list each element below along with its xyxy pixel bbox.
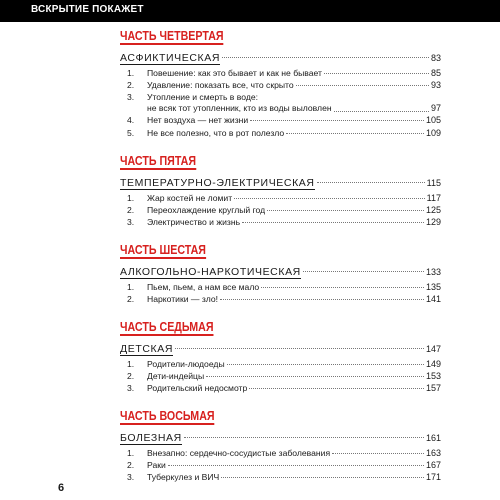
section-row[interactable] xyxy=(120,51,441,65)
dot-leader xyxy=(227,364,424,365)
chapter-title: Электричество и жизнь xyxy=(147,217,241,228)
chapter-item[interactable] xyxy=(120,448,441,459)
chapter-item[interactable] xyxy=(120,294,441,305)
dot-leader xyxy=(261,287,424,288)
dot-leader xyxy=(286,133,424,134)
section-title: БОЛЕЗНАЯ xyxy=(120,432,182,444)
chapter-title: Внезапно: сердечно-сосудистые заболевания xyxy=(147,448,331,458)
chapter-item[interactable] xyxy=(120,205,441,216)
page-ref: 115 xyxy=(426,178,441,188)
dot-leader xyxy=(303,271,424,272)
chapter-title: Туберкулез и ВИЧ xyxy=(147,472,220,483)
dot-leader xyxy=(220,299,424,300)
chapter-number: 2. xyxy=(127,460,135,471)
chapter-title: Пьем, пьем, а нам все мало xyxy=(147,282,260,292)
dot-leader xyxy=(221,477,424,478)
page-ref: 105 xyxy=(425,115,441,126)
page-ref: 141 xyxy=(425,294,441,305)
chapter-number: 4. xyxy=(127,115,135,126)
chapter-title: Раки xyxy=(147,460,166,471)
chapter-item[interactable] xyxy=(120,282,441,293)
chapter-list xyxy=(120,448,441,483)
chapter-item[interactable] xyxy=(120,115,441,126)
page-ref: 157 xyxy=(425,383,441,394)
section-title: АСФИКТИЧЕСКАЯ xyxy=(120,52,221,64)
chapter-number: 3. xyxy=(127,472,135,483)
chapter-item[interactable] xyxy=(120,193,441,204)
page-ref: 147 xyxy=(425,344,441,354)
page-ref: 109 xyxy=(425,127,441,138)
part-title: ЧАСТЬ СЕДЬМАЯ xyxy=(120,319,214,334)
dot-leader xyxy=(234,198,424,199)
section-title: АЛКОГОЛЬНО-НАРКОТИЧЕСКАЯ xyxy=(120,266,301,278)
page-number: 6 xyxy=(58,482,65,494)
page-ref: 83 xyxy=(430,53,441,63)
chapter-item[interactable] xyxy=(120,92,441,113)
dot-leader xyxy=(222,57,429,58)
chapter-number: 1. xyxy=(127,193,135,203)
chapter-number: 2. xyxy=(127,80,135,91)
part-seven xyxy=(120,318,441,396)
chapter-title: Наркотики — зло! xyxy=(147,294,218,305)
chapter-item[interactable] xyxy=(120,217,441,228)
part-four xyxy=(120,27,441,140)
part-six xyxy=(120,241,441,306)
section-title: ДЕТСКАЯ xyxy=(120,343,174,355)
dot-leader xyxy=(267,210,424,211)
part-eight xyxy=(120,407,441,485)
dot-leader xyxy=(334,111,429,112)
page-ref: 167 xyxy=(425,460,441,471)
chapter-number: 3. xyxy=(127,92,135,103)
dot-leader xyxy=(317,182,425,183)
dot-leader xyxy=(175,348,424,349)
chapter-list xyxy=(120,282,441,305)
chapter-title: Родительский недосмотр xyxy=(147,383,248,394)
chapter-item[interactable] xyxy=(120,80,441,91)
chapter-list xyxy=(120,193,441,228)
dot-leader xyxy=(249,388,424,389)
page-ref: 153 xyxy=(425,371,441,382)
dot-leader xyxy=(332,453,424,454)
part-title: ЧАСТЬ ШЕСТАЯ xyxy=(120,242,206,257)
chapter-number: 5. xyxy=(127,127,135,138)
dot-leader xyxy=(206,376,424,377)
dot-leader xyxy=(242,222,424,223)
page-ref: 161 xyxy=(425,433,441,443)
dot-leader xyxy=(324,73,429,74)
section-row[interactable] xyxy=(120,431,441,445)
page-ref: 163 xyxy=(425,448,441,458)
chapter-title: Не все полезно, что в рот полезло xyxy=(147,127,285,138)
section-row[interactable] xyxy=(120,265,441,279)
chapter-number: 3. xyxy=(127,217,135,228)
page-ref: 129 xyxy=(425,217,441,228)
section-row[interactable] xyxy=(120,342,441,356)
chapter-item[interactable] xyxy=(120,359,441,370)
chapter-title: Жар костей не ломит xyxy=(147,193,233,203)
part-title: ЧАСТЬ ПЯТАЯ xyxy=(120,153,197,168)
section-row[interactable] xyxy=(120,176,441,190)
chapter-number: 1. xyxy=(127,68,135,78)
page-ref: 93 xyxy=(430,80,441,91)
page-ref: 171 xyxy=(425,472,441,483)
chapter-item[interactable] xyxy=(120,68,441,79)
chapter-number: 1. xyxy=(127,359,135,369)
chapter-list xyxy=(120,68,441,138)
part-title: ЧАСТЬ ЧЕТВЕРТАЯ xyxy=(120,28,224,43)
running-head: ВСКРЫТИЕ ПОКАЖЕТ xyxy=(31,4,144,15)
chapter-item[interactable] xyxy=(120,460,441,471)
page-ref: 133 xyxy=(425,267,441,277)
part-five xyxy=(120,152,441,230)
chapter-number: 3. xyxy=(127,383,135,394)
page-ref: 149 xyxy=(425,359,441,369)
dot-leader xyxy=(168,465,424,466)
chapter-list xyxy=(120,359,441,394)
chapter-number: 1. xyxy=(127,448,135,458)
dot-leader xyxy=(296,85,429,86)
chapter-title: Повешение: как это бывает и как не бывает xyxy=(147,68,322,78)
chapter-number: 1. xyxy=(127,282,135,292)
chapter-number: 2. xyxy=(127,205,135,216)
chapter-item[interactable] xyxy=(120,128,441,139)
chapter-title: Родители-людоеды xyxy=(147,359,225,369)
chapter-item[interactable] xyxy=(120,383,441,394)
chapter-title: Удавление: показать все, что скрыто xyxy=(147,80,294,91)
page-ref: 135 xyxy=(425,282,441,292)
page-ref: 125 xyxy=(425,205,441,216)
chapter-title: Переохлаждение круглый год xyxy=(147,205,266,216)
chapter-item[interactable] xyxy=(120,371,441,382)
chapter-number: 2. xyxy=(127,371,135,382)
page-ref: 85 xyxy=(430,68,441,78)
chapter-number: 2. xyxy=(127,294,135,305)
chapter-title: Дети-индейцы xyxy=(147,371,205,382)
page-ref: 97 xyxy=(430,103,441,114)
chapter-title: Утопление и смерть в воде: не всяк тот утопленник, кто из воды выловлен xyxy=(147,92,332,114)
chapter-item[interactable] xyxy=(120,472,441,483)
part-title: ЧАСТЬ ВОСЬМАЯ xyxy=(120,408,215,423)
dot-leader xyxy=(250,120,424,121)
chapter-title: Нет воздуха — нет жизни xyxy=(147,115,249,126)
header-strip xyxy=(0,0,500,22)
page-ref: 117 xyxy=(426,193,441,203)
section-title: ТЕМПЕРАТУРНО-ЭЛЕКТРИЧЕСКАЯ xyxy=(120,177,315,189)
dot-leader xyxy=(184,437,424,438)
